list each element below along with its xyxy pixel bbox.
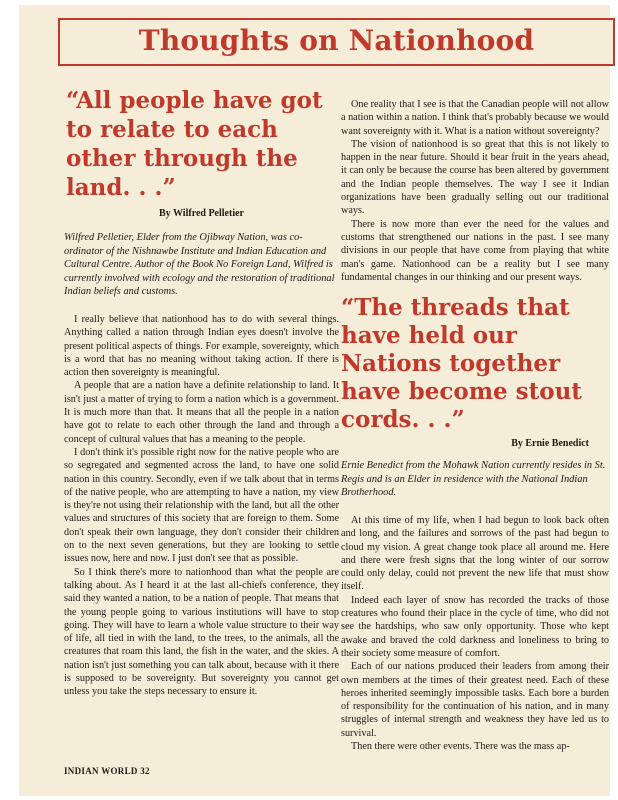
page-footer: INDIAN WORLD 32 [64, 766, 150, 776]
article1-intro: Wilfred Pelletier, Elder from the Ojibway Nation, was co-ordinator of the Nishnawbe Institute and Indian Education and Cultural Centre. Author of the Book No Foreign Land, Wilfred is currently involved with ecology and the restoration of traditional Indian beliefs and customs. [64, 232, 335, 298]
right-column [341, 98, 609, 753]
article1-cont-paragraph: There is now more than ever the need for the values and customs that strengthened our nations in the past. I see many divisions in our people that have come from playing that white man's game. Nationhood can be a reality but I see many fundamental changes in our thinking and our present ways. [341, 218, 609, 283]
article2-paragraph: Indeed each layer of snow has recorded the tracks of those creatures who found their place in the cycle of time, who did not see the hardships, who saw only opportunity. Those who kept awake and braved the cold darkness and loneliness to bring to their society some measure of comfort. [341, 594, 609, 659]
article1-cont-paragraph: The vision of nationhood is so great that this is not likely to happen in the near future. Should it bear fruit in the years ahead, it can only be because the course has been altered by government and the Indian people themselves. The way I see it Indian organizations have been gradually selling out our traditional ways. [341, 138, 609, 217]
article1-paragraph: So I think there's more to nationhood than what the people are talking about. As I heard it at the last all-chiefs conference, they said they wanted a nation, to be a nation of people. That means that the young people going to various institutions will have to stop going. They will have to learn a whole value structure to their way of life, all tied in with the land, to the trees, to the animals, all the creatures that roam this land, the fish in the water, and the skies. A nation isn't just something you can talk about, because with it there is supposed to be sovereignty. But sovereignty you cannot get unless you take the steps necessary to ensure it. [64, 566, 339, 698]
left-column [64, 86, 339, 699]
article2-byline: By Ernie Benedict [511, 438, 589, 450]
article2-paragraph: Each of our nations produced their leaders from among their own members at the times of their greatest need. Each of these heroes inherited seemingly impossible tasks. Each bore a burden of responsibility for the continuation of his nation, and in many struggles of internal strength and weakness they have led us to survival. [341, 661, 609, 739]
article1-paragraph: I don't think it's possible right now for the native people who are so segregated and segmented across the land, to have one solid nation in this country. Secondly, even if we talk about that in terms of the native people, who are attempting to have a nation, my view is they're not using their relationship with the land, but all the other values and structures of this society that are foreign to them. Some don't speak their own language, they don't consider their children on to the next seven generations, but they are looking to settle issues now, here and now. I just don't see that as possible. [64, 446, 339, 565]
article1-cont-paragraph: One reality that I see is that the Canadian people will not allow a nation within a nation. I think that's probably because we would want sovereignty with it. What is a nation without sovereignty? [341, 99, 609, 137]
article1-paragraph: I really believe that nationhood has to do with several things. Anything called a nation through Indian eyes doesn't involve the present political aspects of things. For example, sovereignty, which is a word that has no meaning without taking action. If there is action then sovereignty is meaningful. [64, 313, 339, 379]
article1-paragraph: A people that are a nation have a definite relationship to land. It isn't just a matter of trying to form a nation which is a government. It is much more than that. It means that all the people in a nation have got to relate to each other through the land and through a concept of cultural values that has a meaning to the people. [64, 380, 339, 445]
article2-headline: “The threads that have held our Nations together have become stout cords. . .” [341, 294, 582, 434]
article1-byline: By Wilfred Pelletier [159, 208, 244, 219]
article1-headline: “All people have got to relate to each other through the land. . .” [66, 87, 323, 201]
article2-paragraph: At this time of my life, when I had begun to look back often and long, and the failures and sorrows of the past had begun to cloud my vision. A great change took place all around me. Here and there were fresh signs that the long winter of our sorrow could only delay, could not prevent the new life that must show itself. [341, 514, 609, 593]
article2-paragraph: Then there were other events. There was the mass ap- [351, 740, 570, 752]
section-title: Thoughts on Nationhood [138, 24, 535, 57]
article2-intro: Ernie Benedict from the Mohawk Nation currently resides in St. Regis and is an Elder in residence with the National Indian Brotherhood. [341, 460, 606, 499]
section-banner [58, 18, 615, 66]
